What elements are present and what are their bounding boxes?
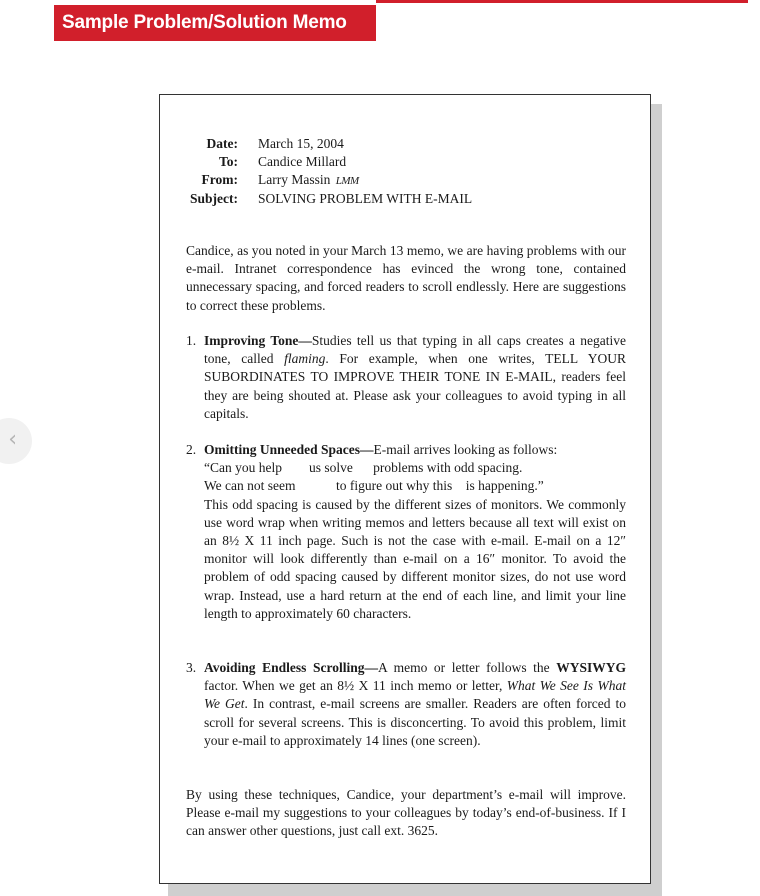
memo-date-value: March 15, 2004 — [258, 136, 344, 151]
list-item-text: Studies tell us that typing in all caps creates a negative tone, called — [204, 333, 626, 367]
list-item-text: factor. When we get an 8½ X 11 inch memo or letter, — [204, 678, 507, 694]
sender-initials: LMM — [335, 175, 359, 187]
memo-subject-label: Subject: — [190, 191, 238, 206]
list-item-title: Improving Tone — [204, 333, 299, 348]
memo-subject-row — [186, 190, 472, 208]
chevron-left-icon: ‹ — [8, 427, 17, 452]
list-item-emphasis: What We See Is What We Get — [204, 678, 626, 712]
header-rule — [376, 0, 748, 3]
list-item-dash: — — [360, 442, 374, 457]
memo-list-item — [186, 659, 627, 750]
list-item-title: Avoiding Endless Scrolling — [204, 660, 365, 675]
memo-closing-paragraph: By using these techniques, Candice, your department’s e-mail will improve. Please e-mail my suggestions to your colleagues by today’s end-of-business. If I can answer other questions, just call ext. 3625. — [186, 787, 626, 839]
list-item-bold-term: WYSIWYG — [556, 660, 627, 675]
page-title: Sample Problem/Solution Memo — [54, 5, 376, 41]
list-item-text: . For example, when one writes, TELL YOUR SUBORDINATES TO IMPROVE THEIR TONE IN E-MAIL, readers feel they are being shouted at. Please ask your colleagues to avoid typing in all capitals. — [204, 351, 626, 421]
list-item-text: . In contrast, e-mail screens are smaller. Readers are often forced to scroll for several screens. This is disconcerting. To avoid this problem, limit your e-mail to approximately 14 lines (one screen). — [204, 696, 626, 748]
memo-to-row — [186, 153, 472, 171]
memo-intro-paragraph: Candice, as you noted in your March 13 memo, we are having problems with our e-mail. Intranet correspondence has evinced the wrong tone, contained unnecessary spacing, and forced readers to scroll endlessly. Here are suggestions to correct these problems. — [186, 243, 626, 313]
list-item-text: This odd spacing is caused by the different sizes of monitors. We commonly use word wrap when writing memos and letters because all text will exist on an 8½ X 11 inch page. Such is not the case with e-mail. E-mail on a 12″ monitor will look differently than e-mail on a 16″ monitor. To avoid the problem of odd spacing caused by different monitor sizes, do not use word wrap. Instead, use a hard return at the end of each line, and limit your line length to approximately 60 characters. — [204, 496, 626, 621]
spacing-example-line: We can not seem to figure out why this is happening.” — [204, 478, 544, 494]
memo-list-item — [186, 441, 626, 623]
list-item-number: 2. — [186, 442, 197, 457]
memo-to-value: Candice Millard — [258, 154, 347, 169]
spacing-example-line: “Can you help us solve problems with odd spacing. — [204, 460, 523, 476]
memo-list-item — [186, 332, 626, 423]
list-item-emphasis: flaming — [284, 351, 326, 367]
list-item-dash: — — [298, 333, 312, 348]
list-item-number: 3. — [186, 660, 197, 675]
memo-header — [186, 135, 472, 208]
memo-from-label: From: — [201, 172, 238, 187]
memo-document — [159, 94, 651, 884]
list-item-text: E-mail arrives looking as follows: — [373, 442, 558, 457]
list-item-title: Omitting Unneeded Spaces — [204, 442, 361, 457]
list-item-text: A memo or letter follows the — [377, 660, 557, 675]
memo-from-value — [258, 171, 359, 190]
list-item-dash: — — [364, 660, 378, 675]
memo-to-label: To: — [218, 154, 238, 169]
previous-page-button[interactable] — [0, 418, 32, 464]
memo-subject-value: SOLVING PROBLEM WITH E-MAIL — [258, 191, 473, 206]
memo-from-row — [186, 171, 472, 190]
list-item-number: 1. — [186, 333, 197, 348]
memo-from-name: Larry Massin — [258, 172, 331, 187]
memo-date-row — [186, 135, 472, 153]
memo-date-label: Date: — [206, 136, 238, 151]
